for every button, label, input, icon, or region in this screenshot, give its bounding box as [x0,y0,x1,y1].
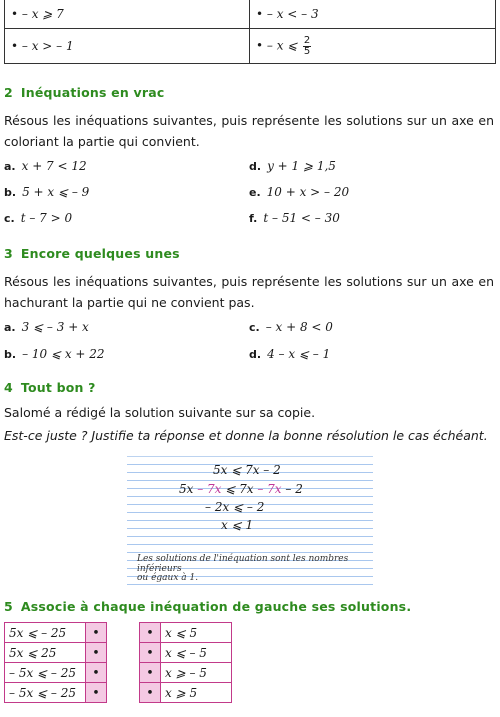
table-row [5,0,496,29]
exercise-item: c. t – 7 > 0 [4,211,73,225]
table-row: – 5x ⩽ – 25 • [5,683,107,703]
exercise-item: b. 5 + x ⩽ – 9 [4,185,90,199]
table-row: – 5x ⩽ – 25 • [5,663,107,683]
section-3-title: 3 Encore quelques unes [4,246,180,261]
match-dot[interactable]: • [140,643,161,663]
match-dot[interactable]: • [86,643,107,663]
solutions-column [139,622,232,703]
exercise-item: c. – x + 8 < 0 [249,320,333,334]
table-row: • x ⩾ – 5 [140,663,232,683]
exercise-item: b. – 10 ⩽ x + 22 [4,347,105,361]
table-row: • x ⩽ 5 [140,623,232,643]
section-3-instructions: Résous les inéquations suivantes, puis représente les solutions sur un axe en hachurant la partie qui ne convient pas. [4,274,494,310]
match-dot[interactable]: • [86,623,107,643]
exercise-item: a. x + 7 < 12 [4,159,87,173]
solution-step-1: 5x ⩽ 7x – 2 [213,463,281,477]
inequalities-column [4,622,107,703]
table-row: 5x ⩽ – 25 • [5,623,107,643]
exercise-item: d. 4 – x ⩽ – 1 [249,347,331,361]
exercise-item: f. t – 51 < – 30 [249,211,340,225]
match-dot[interactable]: • [86,663,107,683]
previous-exercise-table [4,0,496,64]
table-row [5,29,496,64]
solution-step-2: 5x – 7x ⩽ 7x – 7x – 2 [179,482,303,496]
table-cell: • – x ⩽ $\frac{2}{5}$ [250,29,496,64]
section-2-title: 2 Inéquations en vrac [4,85,165,100]
solution-step-3: – 2x ⩽ – 2 [205,500,265,514]
exercise-item: d. y + 1 ⩾ 1,5 [249,159,336,173]
table-row: • x ⩽ – 5 [140,643,232,663]
solution-conclusion-line-2: ou égaux à 1. [137,573,199,583]
section-4-line-1: Salomé a rédigé la solution suivante sur sa copie. [4,405,316,420]
fraction: $\frac{2}{5}$ [303,34,311,57]
match-dot[interactable]: • [140,623,161,643]
match-dot[interactable]: • [140,663,161,683]
table-row: • x ⩾ 5 [140,683,232,703]
solution-step-4: x ⩽ 1 [221,518,254,532]
section-4-title: 4 Tout bon ? [4,380,96,395]
section-4-line-2: Est-ce juste ? Justifie ta réponse et donne la bonne résolution le cas échéant. [4,428,488,443]
section-5-title: 5 Associe à chaque inéquation de gauche ses solutions. [4,599,412,614]
table-cell: • – x > – 1 [5,29,250,64]
student-copy-image [127,456,373,589]
table-row: 5x ⩽ 25 • [5,643,107,663]
exercise-item: e. 10 + x > – 20 [249,185,350,199]
exercise-item: a. 3 ⩽ – 3 + x [4,320,89,334]
table-cell: • – x < – 3 [250,0,496,29]
solution-conclusion-line-1: Les solutions de l'inéquation sont les nombres inférieurs [137,554,349,574]
table-cell: • – x ⩾ 7 [5,0,250,29]
match-dot[interactable]: • [86,683,107,703]
match-dot[interactable]: • [140,683,161,703]
section-2-instructions: Résous les inéquations suivantes, puis représente les solutions sur un axe en coloriant la partie qui convient. [4,113,494,149]
